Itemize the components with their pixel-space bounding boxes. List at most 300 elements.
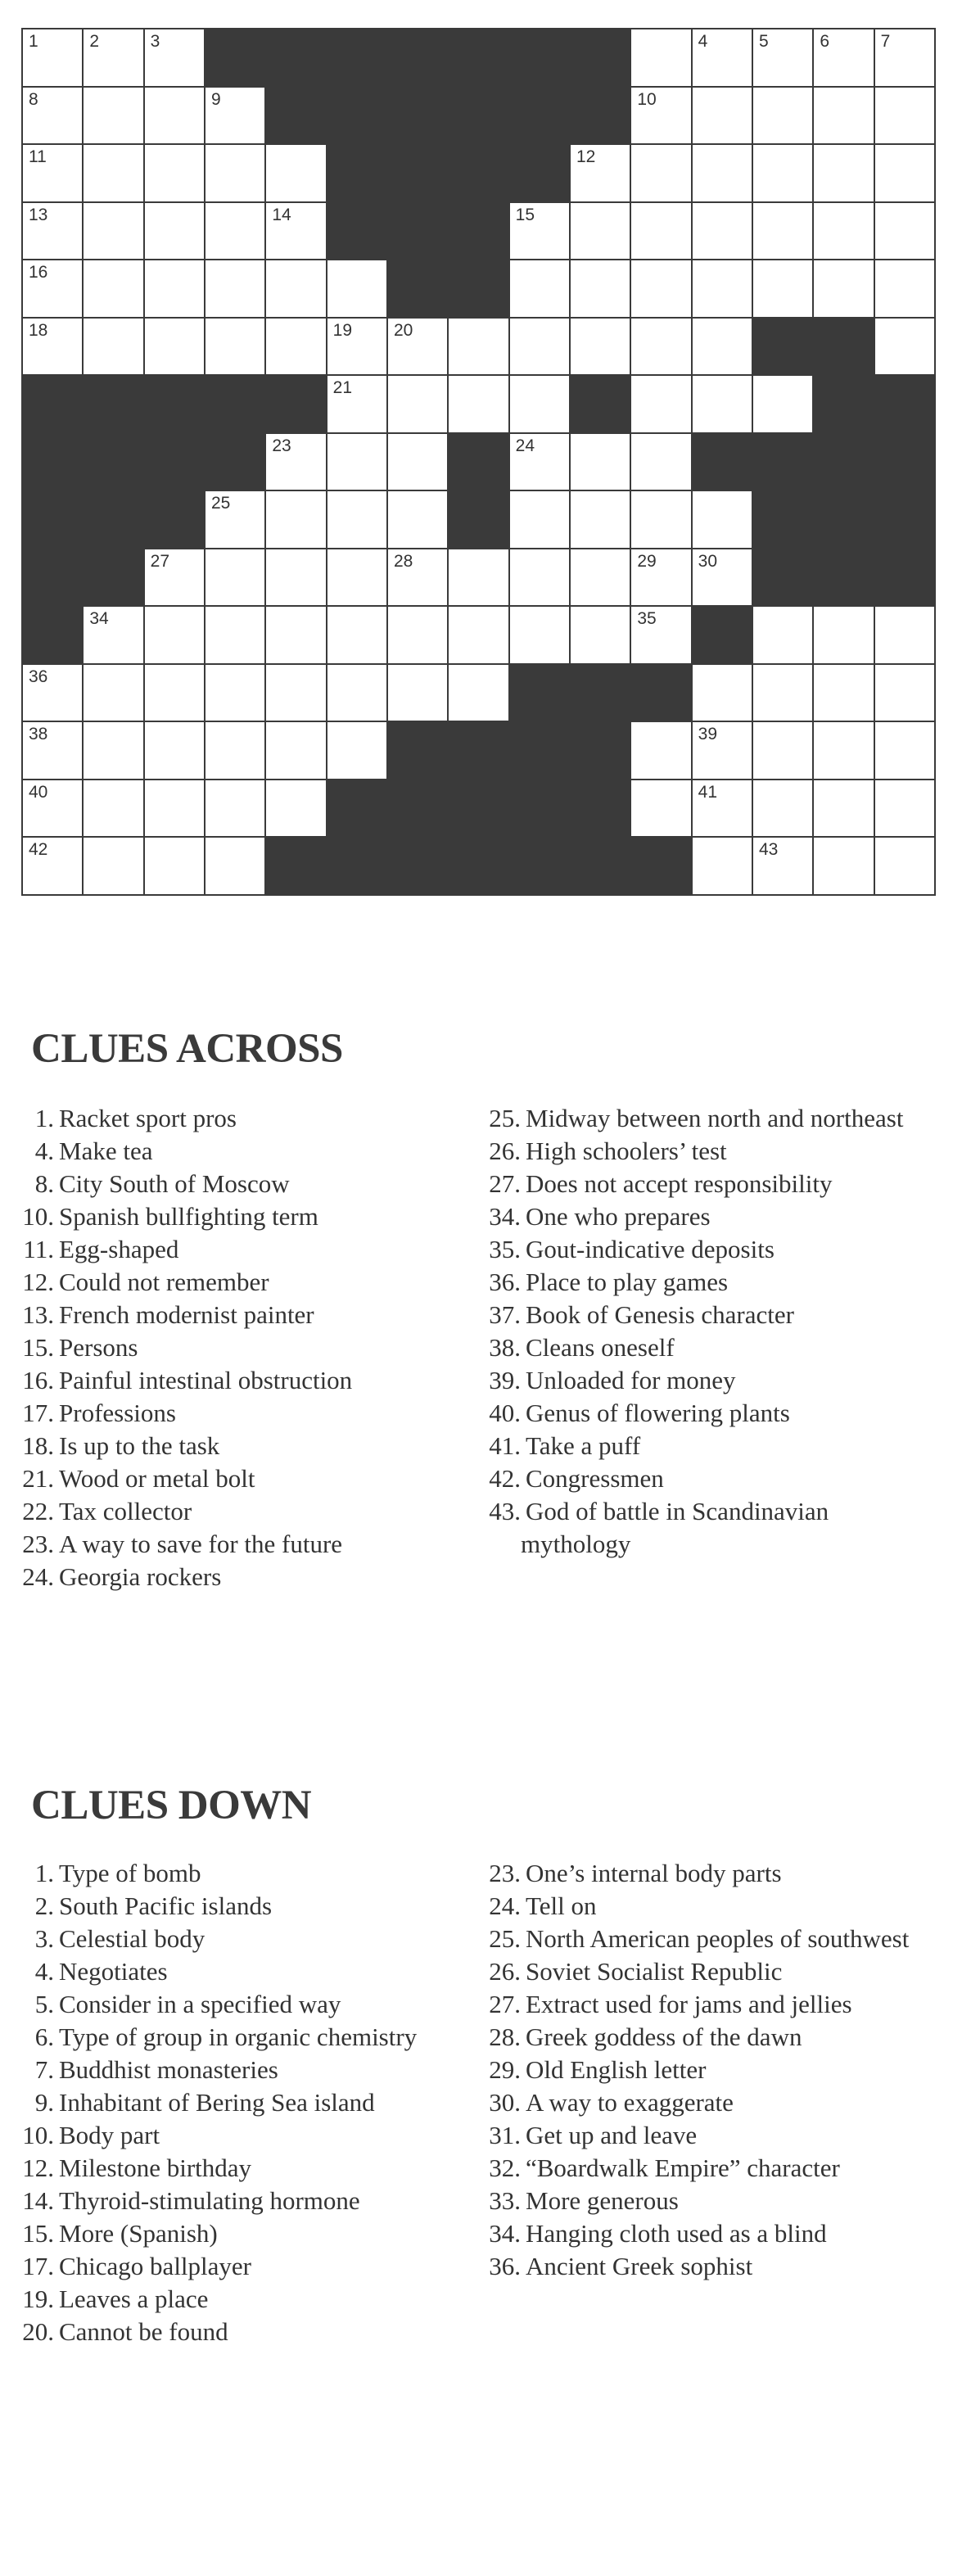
grid-cell[interactable] [266,260,327,319]
clue-text: Could not remember [59,1268,269,1296]
clue-text: Unloaded for money [526,1366,736,1394]
cell-number: 6 [820,32,830,51]
grid-block [23,607,84,665]
cell-number: 24 [515,436,535,455]
grid-cell[interactable] [266,491,327,549]
grid-cell[interactable] [327,665,388,723]
cell-number: 41 [698,782,718,802]
grid-cell[interactable] [84,722,144,780]
grid-cell[interactable] [205,145,266,203]
grid-block [753,549,814,608]
grid-cell[interactable] [753,203,814,261]
clues-across-left-column [21,1102,463,1593]
grid-cell[interactable] [753,260,814,319]
grid-cell[interactable] [84,665,144,723]
grid-cell[interactable] [631,319,692,377]
cell-number: 21 [332,378,353,398]
grid-cell[interactable] [266,203,327,261]
grid-cell[interactable] [266,607,327,665]
grid-cell[interactable] [753,376,814,434]
clue-item [21,1923,463,1955]
grid-cell[interactable] [693,491,753,549]
grid-block [510,29,571,88]
grid-cell[interactable] [693,145,753,203]
grid-cell[interactable] [814,260,874,319]
grid-cell[interactable] [327,722,388,780]
clue-number: 42. [489,1464,521,1493]
grid-block [814,434,874,492]
grid-cell[interactable] [814,145,874,203]
clue-item [488,1495,930,1561]
grid-cell[interactable] [571,145,631,203]
grid-cell[interactable] [84,319,144,377]
grid-cell[interactable] [205,665,266,723]
clue-text: Book of Genesis character [526,1300,794,1329]
clue-number: 25. [489,1924,521,1953]
grid-cell[interactable] [327,434,388,492]
clue-text: “Boardwalk Empire” character [526,2153,840,2182]
clue-number: 2. [34,1891,54,1920]
clue-text: A way to save for the future [59,1530,343,1558]
grid-cell[interactable] [327,376,388,434]
grid-cell[interactable] [510,260,571,319]
grid-cell[interactable] [388,665,449,723]
cell-number: 10 [637,89,657,109]
grid-cell[interactable] [327,607,388,665]
grid-cell[interactable] [631,145,692,203]
clue-text: One who prepares [526,1202,711,1231]
grid-cell[interactable] [631,780,692,838]
grid-cell[interactable] [631,549,692,608]
grid-cell[interactable] [84,838,144,896]
grid-cell[interactable] [631,88,692,146]
grid-cell[interactable] [205,203,266,261]
clue-number: 33. [489,2186,521,2215]
grid-cell[interactable] [814,780,874,838]
clue-text: Negotiates [59,1957,168,1986]
grid-cell[interactable] [205,319,266,377]
clue-item [21,2316,463,2348]
grid-cell[interactable] [145,722,205,780]
clue-number: 19. [22,2285,54,2313]
clue-number: 36. [489,2252,521,2280]
clue-item [488,2250,930,2283]
clue-item [21,1955,463,1988]
grid-block [84,549,144,608]
clues-down-heading: CLUES DOWN [31,1783,312,1828]
grid-cell[interactable] [631,722,692,780]
grid-cell[interactable] [510,549,571,608]
clue-number: 22. [22,1497,54,1525]
grid-cell[interactable] [875,88,936,146]
grid-cell[interactable] [388,319,449,377]
grid-cell[interactable] [693,319,753,377]
clue-number: 27. [489,1990,521,2018]
clue-text: Ancient Greek sophist [526,2252,753,2280]
clue-text: Racket sport pros [59,1104,237,1132]
grid-cell[interactable] [693,29,753,88]
clue-text: Soviet Socialist Republic [526,1957,783,1986]
grid-block [388,722,449,780]
grid-cell[interactable] [571,434,631,492]
grid-cell[interactable] [814,29,874,88]
clue-number: 14. [22,2186,54,2215]
grid-cell[interactable] [388,434,449,492]
grid-cell[interactable] [327,549,388,608]
clue-text: One’s internal body parts [526,1859,782,1887]
clue-text: Thyroid-stimulating hormone [59,2186,360,2215]
grid-cell[interactable] [631,434,692,492]
grid-cell[interactable] [631,260,692,319]
grid-cell[interactable] [510,376,571,434]
cell-number: 39 [698,725,718,744]
grid-cell[interactable] [753,145,814,203]
clue-item [21,1364,463,1397]
clue-number: 8. [34,1169,54,1198]
cell-number: 29 [637,551,657,571]
clue-number: 36. [489,1268,521,1296]
grid-cell[interactable] [814,722,874,780]
grid-cell[interactable] [145,780,205,838]
grid-cell[interactable] [753,780,814,838]
grid-cell[interactable] [266,722,327,780]
grid-cell[interactable] [875,29,936,88]
grid-cell[interactable] [84,145,144,203]
grid-block [145,376,205,434]
clue-number: 37. [489,1300,521,1329]
grid-cell[interactable] [23,780,84,838]
grid-cell[interactable] [753,722,814,780]
grid-cell[interactable] [631,491,692,549]
grid-cell[interactable] [145,29,205,88]
grid-cell[interactable] [693,780,753,838]
grid-cell[interactable] [814,838,874,896]
cell-number: 8 [29,89,38,109]
cell-number: 18 [29,320,48,340]
cell-number: 7 [880,32,891,51]
clue-text: God of battle in Scandinavian mythology [521,1497,829,1558]
grid-block [84,434,144,492]
clue-text: Professions [59,1399,176,1427]
grid-block [205,376,266,434]
grid-block [571,780,631,838]
clue-text: Consider in a specified way [59,1990,341,2018]
clue-number: 5. [34,1990,54,2018]
grid-cell[interactable] [84,260,144,319]
clue-text: Persons [59,1333,138,1362]
cell-number: 4 [698,32,708,51]
cell-number: 15 [515,205,535,224]
grid-block [449,838,509,896]
grid-cell[interactable] [571,549,631,608]
grid-cell[interactable] [693,722,753,780]
clue-number: 13. [22,1300,54,1329]
grid-cell[interactable] [753,665,814,723]
grid-cell[interactable] [449,607,509,665]
clue-text: Georgia rockers [59,1562,222,1591]
grid-cell[interactable] [388,491,449,549]
grid-cell[interactable] [266,665,327,723]
grid-block [571,838,631,896]
cell-number: 35 [637,609,657,629]
grid-cell[interactable] [753,607,814,665]
grid-cell[interactable] [145,838,205,896]
grid-cell[interactable] [23,838,84,896]
clue-item [21,1462,463,1495]
cell-number: 43 [759,840,779,860]
grid-cell[interactable] [875,319,936,377]
grid-cell[interactable] [205,838,266,896]
cell-number: 3 [150,32,160,51]
grid-block [327,838,388,896]
clue-text: French modernist painter [59,1300,314,1329]
grid-block [388,260,449,319]
grid-cell[interactable] [266,780,327,838]
grid-cell[interactable] [449,665,509,723]
clue-text: Greek goddess of the dawn [526,2022,802,2051]
grid-cell[interactable] [327,319,388,377]
grid-cell[interactable] [693,665,753,723]
clue-number: 34. [489,2219,521,2248]
grid-cell[interactable] [631,376,692,434]
grid-cell[interactable] [205,260,266,319]
grid-cell[interactable] [875,260,936,319]
grid-block [693,607,753,665]
grid-cell[interactable] [23,319,84,377]
clue-item [21,1561,463,1593]
grid-block [449,203,509,261]
grid-cell[interactable] [693,376,753,434]
grid-cell[interactable] [449,376,509,434]
grid-cell[interactable] [449,319,509,377]
clue-item [21,1102,463,1135]
grid-cell[interactable] [145,665,205,723]
grid-block [23,434,84,492]
grid-block [388,780,449,838]
clue-text: Buddhist monasteries [59,2055,278,2084]
clue-text: More generous [526,2186,679,2215]
cell-number: 14 [272,205,291,224]
grid-cell[interactable] [875,203,936,261]
clue-item [21,1266,463,1299]
grid-cell[interactable] [145,203,205,261]
clue-text: Does not accept responsibility [526,1169,833,1198]
grid-cell[interactable] [753,29,814,88]
grid-cell[interactable] [388,376,449,434]
grid-block [814,549,874,608]
grid-cell[interactable] [327,260,388,319]
grid-cell[interactable] [814,665,874,723]
grid-cell[interactable] [327,491,388,549]
grid-cell[interactable] [23,665,84,723]
grid-block [449,29,509,88]
grid-cell[interactable] [571,203,631,261]
grid-cell[interactable] [875,665,936,723]
grid-cell[interactable] [84,203,144,261]
grid-block [449,491,509,549]
grid-cell[interactable] [571,319,631,377]
grid-cell[interactable] [145,319,205,377]
clue-number: 28. [489,2022,521,2051]
cell-number: 12 [576,147,596,167]
clue-text: Cleans oneself [526,1333,675,1362]
grid-cell[interactable] [571,491,631,549]
cell-number: 27 [150,551,170,571]
clue-number: 1. [34,1859,54,1887]
clue-number: 10. [22,2121,54,2149]
clue-item [488,1331,930,1364]
grid-block [388,145,449,203]
grid-cell[interactable] [510,491,571,549]
clue-item [21,1168,463,1200]
clue-text: Painful intestinal obstruction [59,1366,353,1394]
grid-cell[interactable] [571,260,631,319]
grid-cell[interactable] [145,549,205,608]
clue-text: Extract used for jams and jellies [526,1990,852,2018]
grid-cell[interactable] [693,203,753,261]
grid-cell[interactable] [753,88,814,146]
clues-down-left-column [21,1857,463,2348]
clue-text: Take a puff [526,1431,641,1460]
grid-cell[interactable] [510,434,571,492]
cell-number: 16 [29,263,48,282]
grid-cell[interactable] [23,260,84,319]
clue-number: 15. [22,1333,54,1362]
clue-item [21,1135,463,1168]
grid-cell[interactable] [84,607,144,665]
grid-cell[interactable] [84,88,144,146]
grid-block [449,434,509,492]
grid-block [571,376,631,434]
grid-cell[interactable] [875,722,936,780]
grid-block [875,549,936,608]
clue-number: 4. [34,1957,54,1986]
grid-cell[interactable] [388,549,449,608]
grid-cell[interactable] [875,838,936,896]
grid-cell[interactable] [875,780,936,838]
grid-cell[interactable] [23,722,84,780]
grid-cell[interactable] [388,607,449,665]
grid-cell[interactable] [23,88,84,146]
clue-item [488,1397,930,1430]
clue-text: Milestone birthday [59,2153,252,2182]
grid-cell[interactable] [510,203,571,261]
clue-item [21,1988,463,2021]
grid-cell[interactable] [693,549,753,608]
clue-item [21,1857,463,1890]
grid-cell[interactable] [693,838,753,896]
grid-cell[interactable] [631,607,692,665]
grid-cell[interactable] [23,145,84,203]
clue-number: 24. [22,1562,54,1591]
clue-number: 1. [34,1104,54,1132]
cell-number: 30 [698,551,718,571]
grid-cell[interactable] [753,838,814,896]
grid-cell[interactable] [571,607,631,665]
grid-block [205,29,266,88]
cell-number: 11 [29,147,47,167]
grid-block [84,491,144,549]
grid-cell[interactable] [205,722,266,780]
clue-item [21,2250,463,2283]
grid-block [814,376,874,434]
grid-cell[interactable] [266,145,327,203]
grid-cell[interactable] [693,88,753,146]
grid-cell[interactable] [145,607,205,665]
grid-cell[interactable] [205,88,266,146]
grid-block [571,722,631,780]
cell-number: 5 [759,32,769,51]
grid-block [449,145,509,203]
grid-cell[interactable] [875,145,936,203]
clues-across-heading: CLUES ACROSS [31,1026,343,1072]
grid-cell[interactable] [84,29,144,88]
clue-text: Wood or metal bolt [59,1464,255,1493]
clue-item [488,1890,930,1923]
grid-cell[interactable] [205,549,266,608]
grid-cell[interactable] [631,203,692,261]
cell-number: 23 [272,436,291,455]
clue-number: 21. [22,1464,54,1493]
grid-cell[interactable] [814,203,874,261]
grid-cell[interactable] [814,607,874,665]
cell-number: 36 [29,667,48,686]
grid-cell[interactable] [205,607,266,665]
grid-cell[interactable] [266,549,327,608]
grid-block [449,780,509,838]
clue-item [21,1430,463,1462]
grid-cell[interactable] [205,491,266,549]
grid-block [571,29,631,88]
grid-cell[interactable] [23,203,84,261]
clue-text: Inhabitant of Bering Sea island [59,2088,375,2117]
grid-cell[interactable] [205,780,266,838]
grid-block [23,491,84,549]
clue-text: Egg-shaped [59,1235,179,1263]
grid-block [875,376,936,434]
clue-text: Tell on [526,1891,597,1920]
grid-cell[interactable] [266,434,327,492]
clue-number: 31. [489,2121,521,2149]
grid-cell[interactable] [693,260,753,319]
grid-cell[interactable] [510,607,571,665]
grid-cell[interactable] [145,260,205,319]
clue-text: Place to play games [526,1268,729,1296]
grid-block [388,88,449,146]
clues-down-right-column [488,1857,930,2283]
clue-text: Body part [59,2121,160,2149]
grid-cell[interactable] [449,549,509,608]
grid-cell[interactable] [875,607,936,665]
clue-text: Type of group in organic chemistry [59,2022,418,2051]
crossword-grid [21,28,936,896]
clue-number: 34. [489,1202,521,1231]
cell-number: 9 [211,89,221,109]
grid-cell[interactable] [814,88,874,146]
grid-cell[interactable] [84,780,144,838]
clue-item [488,1200,930,1233]
grid-cell[interactable] [145,88,205,146]
clue-item [488,2021,930,2054]
grid-cell[interactable] [23,29,84,88]
grid-block [510,838,571,896]
grid-cell[interactable] [510,319,571,377]
clue-item [488,2185,930,2217]
grid-cell[interactable] [631,29,692,88]
grid-cell[interactable] [266,319,327,377]
grid-cell[interactable] [145,145,205,203]
clue-number: 25. [489,1104,521,1132]
